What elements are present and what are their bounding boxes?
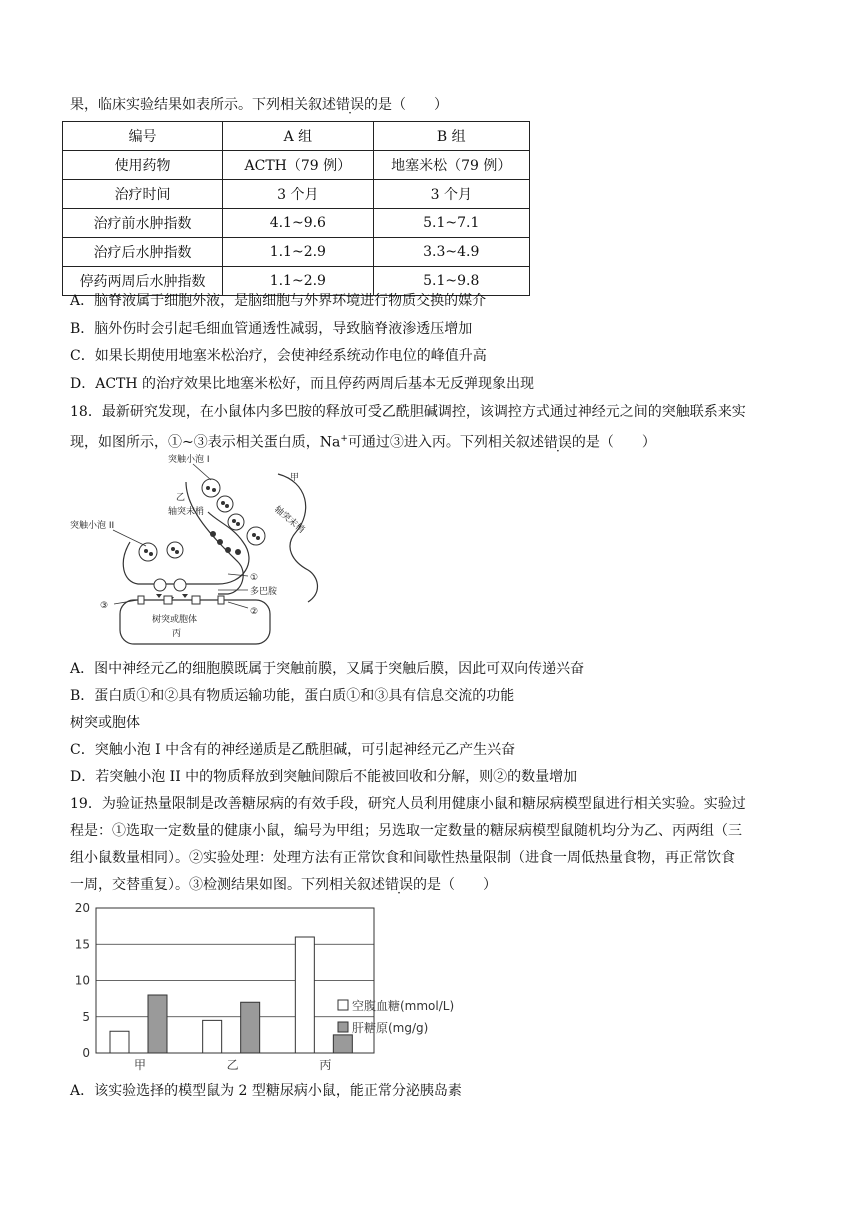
- bar-丙-1: [333, 1035, 352, 1053]
- q17-intro: 果，临床实验结果如表所示。下列相关叙述错误的是（ ）: [70, 97, 448, 113]
- q19-stem-line2: 程是：①选取一定数量的健康小鼠，编号为甲组；另选取一定数量的糖尿病模型鼠随机均分为乙、丙两组（三: [70, 823, 742, 839]
- table-row: [63, 151, 530, 180]
- label-dendrite: 树突或胞体: [152, 615, 198, 625]
- q18-stem-line1: 18．最新研究发现，在小鼠体内多巴胺的释放可受乙酰胆碱调控，该调控方式通过神经元之间的突触联系来实: [70, 404, 746, 420]
- neuron-jia-outline-right: [278, 474, 317, 602]
- table-header-cell: B 组: [373, 122, 529, 151]
- bar-甲-1: [148, 995, 167, 1053]
- emphasis-mark: 错误: [543, 434, 572, 451]
- table-cell: 3 个月: [223, 180, 373, 209]
- result-table: [62, 121, 530, 296]
- q19-stem-line4: 一周，交替重复）。③检测结果如图。下列相关叙述错误的是（ ）: [70, 877, 497, 893]
- category-label: 甲: [133, 1058, 147, 1072]
- bar-乙-0: [203, 1020, 222, 1053]
- label-protein-3: ③: [100, 601, 109, 611]
- table-row: [63, 180, 530, 209]
- chart-categories: [134, 1058, 331, 1072]
- label-dopamine: 多巴胺: [250, 587, 278, 597]
- table-row: [63, 238, 530, 267]
- q18-option-b: B．蛋白质①和②具有物质运输功能，蛋白质①和③具有信息交流的功能: [70, 688, 515, 704]
- chart-y-ticks: [75, 901, 90, 1060]
- legend-swatch: [338, 1022, 348, 1032]
- table-header-cell: 编号: [63, 122, 223, 151]
- bar-chart: [62, 898, 482, 1078]
- bar-丙-0: [295, 937, 314, 1053]
- y-tick-label: 5: [82, 1009, 90, 1024]
- table-cell: ACTH（79 例）: [223, 151, 373, 180]
- table-cell: 5.1~7.1: [373, 209, 529, 238]
- table-cell: 治疗前水肿指数: [63, 209, 223, 238]
- table-cell: 3.3~4.9: [373, 238, 529, 267]
- y-tick-label: 20: [74, 901, 90, 915]
- y-tick-label: 10: [74, 973, 90, 988]
- table-cell: 4.1~9.6: [223, 209, 373, 238]
- table-cell: 治疗后水肿指数: [63, 238, 223, 267]
- table-cell: 治疗时间: [63, 180, 223, 209]
- q19-stem-line1: 19．为验证热量限制是改善糖尿病的有效手段，研究人员利用健康小鼠和糖尿病模型鼠进行相关实验。实验过: [70, 796, 746, 812]
- q19-stem-line3: 组小鼠数量相同）。②实验处理：处理方法有正常饮食和间歇性热量限制（进食一周低热量食物，再正常饮食: [70, 850, 735, 866]
- q18-stem-line2: 现，如图所示，①~③表示相关蛋白质，Na+可通过③进入丙。下列相关叙述错误的是（ ）: [70, 434, 656, 451]
- emphasis-mark: 错误: [336, 97, 364, 113]
- q17-option-d: D．ACTH 的治疗效果比地塞米松好，而且停药两周后基本无反弹现象出现: [70, 376, 535, 392]
- q18-option-a: A．图中神经元乙的细胞膜既属于突触前膜，又属于突触后膜，因此可双向传递兴奋: [70, 661, 585, 677]
- q18-option-c: C．突触小泡 I 中含有的神经递质是乙酰胆碱，可引起神经元乙产生兴奋: [70, 742, 516, 758]
- table-cell: 1.1~2.9: [223, 238, 373, 267]
- legend-label: 空腹血糖(mmol/L): [352, 999, 455, 1013]
- label-vesicle-2: 突触小泡 II: [70, 521, 115, 531]
- label-vesicle-1: 突触小泡 I: [168, 455, 210, 465]
- legend-label: 肝糖原(mg/g): [352, 1021, 429, 1035]
- category-label: 丙: [319, 1058, 332, 1072]
- label-jia: 甲: [290, 473, 300, 483]
- q17-option-b: B．脑外伤时会引起毛细血管通透性减弱，导致脑脊液渗透压增加: [70, 321, 473, 337]
- q17-option-c: C．如果长期使用地塞米松治疗，会使神经系统动作电位的峰值升高: [70, 348, 487, 364]
- table-row: [63, 209, 530, 238]
- table-header: [63, 122, 530, 151]
- neuron-jia-outline: [186, 482, 243, 594]
- label-protein-1: ①: [250, 573, 259, 583]
- synapse-diagram: [68, 452, 368, 648]
- label-axon-end: 轴突末梢: [168, 507, 205, 517]
- y-tick-label: 15: [74, 937, 90, 952]
- label-axon-end-right: 轴突末梢: [272, 504, 307, 536]
- table-cell: 3 个月: [373, 180, 529, 209]
- y-tick-label: 0: [82, 1046, 90, 1060]
- bar-乙-1: [241, 1002, 260, 1053]
- emphasis-mark: 错误: [385, 877, 413, 893]
- table-header-cell: A 组: [223, 122, 373, 151]
- chart-grid: [96, 908, 374, 1053]
- label-bing: 丙: [172, 629, 182, 639]
- q17-option-a: A．脑脊液属于细胞外液，是脑细胞与外界环境进行物质交换的媒介: [70, 293, 487, 309]
- label-yi: 乙: [176, 493, 186, 503]
- table-cell: 停药两周后水肿指数: [63, 267, 223, 296]
- table-cell: 1.1~2.9: [223, 267, 373, 296]
- label-protein-2: ②: [250, 607, 259, 617]
- legend-swatch: [338, 1000, 348, 1010]
- bar-甲-0: [110, 1031, 129, 1053]
- category-label: 乙: [226, 1058, 239, 1072]
- table-cell: 地塞米松（79 例）: [373, 151, 529, 180]
- q18-stray-text: 树突或胞体: [70, 715, 140, 731]
- table-cell: 使用药物: [63, 151, 223, 180]
- q18-option-d: D．若突触小泡 II 中的物质释放到突触间隙后不能被回收和分解，则②的数量增加: [70, 769, 578, 785]
- q19-option-a: A．该实验选择的模型鼠为 2 型糖尿病小鼠，能正常分泌胰岛素: [70, 1083, 462, 1099]
- table-cell: 5.1~9.8: [373, 267, 529, 296]
